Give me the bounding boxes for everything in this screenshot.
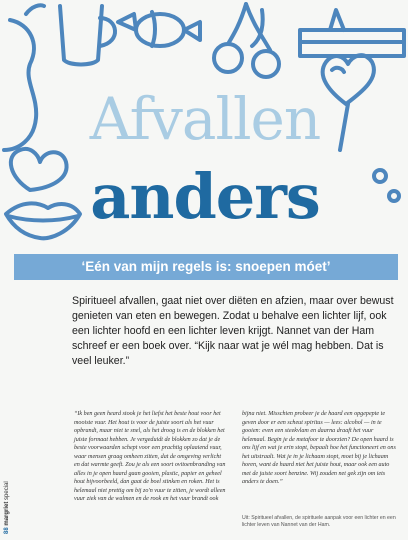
- page-spine-label: [0, 390, 12, 540]
- body-column-right: bijna niet. Misschien probeer je de haard een opgepepte te geven door er een scheut spiritus — lees: alcohol — in te gooien: even een steekvlam en daarna draaft het vuur helemaal. Begin je de metafoor te doorzien? De open haard is ons lijf en wat je erin stopt, bepaalt hoe het functioneert en ons het uitstraalt. Wat je in je lichaam stopt, moet bij je lichaam horen, want de haard niet het juiste hout, maar ook een auto met de juiste soort benzine. Wij zouden net gek zijn om iets anders te doen.”: [242, 411, 396, 485]
- intro-paragraph: Spiritueel afvallen, gaat niet over diëten en afzien, maar over bewust genieten van eten en bewegen. Zodat u behalve een lichter lijf, ook een lichter hoofd en een lichter leven krijgt. Nannet van der Ham schreef er een boek over. “Kijk naar wat je wél mag hebben. Dat is veel leuker.”: [72, 295, 394, 367]
- title-line-2: anders: [90, 160, 320, 233]
- page-number: 88: [4, 527, 10, 534]
- section-label: special: [4, 481, 10, 500]
- candy-dots-doodle-icon: [374, 170, 399, 201]
- pear-doodle-icon: [4, 5, 44, 150]
- magazine-brand: margriet: [4, 501, 10, 526]
- body-column-left: “Ik ben geen heard stook je het liefst het beste hout voor het mooiste vuur. Het hout is voor de juiste soort als het vuur opbrandt, maar niet te snel, als het droog is en de blokken het juiste formaat hebben. Je vergeduidt de blokken zo dat je de beste voorwaarden schept voor een prachtig oplaaiend vuur, waar mensen graag omheen zitten, dat de omgeving verlicht en dat warmte geeft. Zou je als een soort ovitoenbranding van alles in je open haard gaan gooien, plastic, papier en geheel hout bijvoorbeeld, dan gaat de boel stinken en roken. Het is helemaal niet prettig om bij zo'n vuur te zitten, je wordt alleen vuur ziek van de walmen en de rook en het vuur brandt ook: [74, 411, 226, 502]
- quote-banner-text: ‘Eén van mijn regels is: snoepen móet’: [81, 259, 331, 274]
- cup-doodle-icon: [60, 6, 115, 65]
- cake-doodle-icon: [300, 10, 404, 56]
- source-footnote: Uit: Spiritueel afvallen, de spirituele aanpak voor een lichter en een lichter leven van Nannet van der Ham.: [242, 515, 396, 528]
- candy-doodle-icon: [118, 12, 200, 46]
- title-line-1: Afvallen: [89, 85, 321, 153]
- cherries-doodle-icon: [214, 4, 279, 77]
